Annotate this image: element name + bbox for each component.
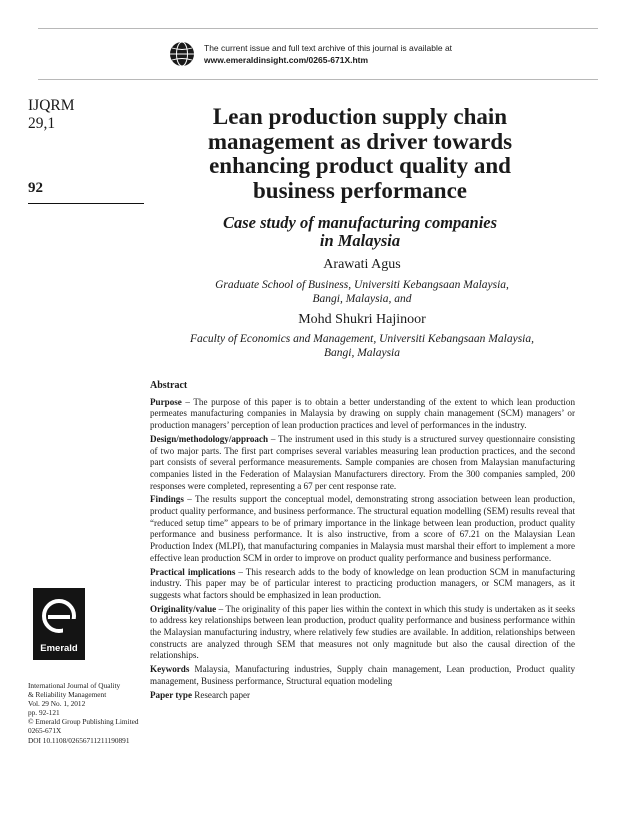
section-label: Purpose — [150, 396, 182, 407]
section-label: Originality/value — [150, 603, 217, 614]
affiliation-line: Bangi, Malaysia, and — [312, 293, 412, 305]
abstract-findings — [150, 494, 575, 564]
author-name: Arawati Agus — [323, 257, 401, 272]
author-affiliation — [148, 278, 576, 306]
metadata-line: © Emerald Group Publishing Limited — [28, 717, 139, 727]
abstract-heading: Abstract — [150, 380, 188, 391]
section-text: Malaysia, Manufacturing industries, Supply chain management, Lean production, Product quality management, Business performance, Structural equation modeling — [150, 664, 575, 686]
section-text: – The results support the conceptual model, demonstrating strong association between lean production, product quality performance, and business performance. The structural equation modelling (SEM) results reveal that “reduced setup time” appears to be of primary importance in the linkage between lean production, product quality performance and business performance. It is also instructive, from a score of 67.21 on the Malaysian Lean Production Index (MLPI), that manufacturing companies in Malaysia must marshal their effort to implement a more effective lean production SCM in order to improve on product quality performance and business performance. — [150, 494, 575, 563]
title-line: Lean production supply chain — [212, 104, 508, 129]
emerald-logo — [33, 588, 85, 660]
journal-abbr-text: IJQRM — [28, 97, 75, 114]
abstract-originality — [150, 604, 575, 663]
section-text: – The originality of this paper lies within the context in which this study is undertaken as it seeks to address key relationships between lean production, product quality performance and business performance within the Malaysian manufacturing industry, where relatively few studies are available. In addition, relationships between constructs are analyzed through SEM that measures not only magnitude but also the causal direction of the relationships. — [150, 603, 575, 661]
section-text: Research paper — [192, 689, 251, 700]
affiliation-line: Faculty of Economics and Management, Universiti Kebangsaan Malaysia, — [190, 333, 534, 345]
title-line: enhancing product quality and — [209, 153, 511, 178]
section-text: – This research adds to the body of knowledge on lean production SCM in manufacturing industry. This paper may be of particular interest to practicing production managers, or SCM managers, as it suggests what factors should be emphasized in lean production. — [150, 566, 575, 600]
abstract-paper-type — [150, 690, 575, 702]
globe-icon — [169, 41, 195, 67]
abstract — [150, 380, 575, 703]
section-label: Practical implications — [150, 566, 236, 577]
section-label: Design/methodology/approach — [150, 433, 269, 444]
journal-banner — [38, 28, 598, 80]
abstract-implications — [150, 567, 575, 602]
subtitle-line: Case study of manufacturing companies — [222, 213, 498, 232]
banner-availability-text: The current issue and full text archive of this journal is available at — [204, 43, 453, 53]
page-number: 92 — [28, 180, 144, 204]
title-line: management as driver towards — [207, 128, 513, 154]
affiliation-line: Bangi, Malaysia — [323, 347, 401, 359]
metadata-line: Vol. 29 No. 1, 2012 — [28, 699, 86, 709]
abstract-keywords — [150, 664, 575, 687]
subtitle-line: in Malaysia — [319, 231, 401, 250]
metadata-line: pp. 92-121 — [28, 708, 60, 718]
affiliation-line: Graduate School of Business, Universiti Kebangsaan Malaysia, — [215, 279, 509, 291]
section-label: Findings — [150, 494, 184, 505]
section-label: Keywords — [150, 664, 190, 675]
emerald-logo-text: Emerald — [40, 643, 78, 654]
abstract-purpose — [150, 397, 575, 432]
section-text: – The purpose of this paper is to obtain a better understanding of the extent to which lean production permeates manufacturing companies in Malaysia by drawing on supply chain management (SCM) managers’ or production managers’ perception of lean production practices and level of performances in the industry. — [150, 396, 575, 431]
title-line: business performance — [252, 177, 468, 203]
publication-metadata — [28, 681, 148, 745]
banner-url-link[interactable]: www.emeraldinsight.com/0265-671X.htm — [204, 55, 369, 65]
metadata-line: 0265-671X — [28, 726, 62, 736]
metadata-line: International Journal of Quality — [28, 681, 121, 690]
journal-volume: 29,1 — [28, 115, 56, 132]
metadata-line: & Reliability Management — [28, 690, 107, 700]
abstract-design — [150, 434, 575, 493]
section-label: Paper type — [150, 689, 193, 700]
article-subtitle — [160, 214, 560, 250]
author-affiliation — [148, 332, 576, 360]
author-name: Mohd Shukri Hajinoor — [298, 312, 426, 327]
journal-abbreviation — [28, 97, 75, 133]
section-text: – The instrument used in this study is a structured survey questionnaire consisting of two major parts. The first part comprises several variables measuring lean production practices, and the second part consists of several performance measurements. Sample companies are chosen from Malaysian manufacturing companies listed in the Federation of Malaysian Manufacturers directory. From the 300 companies sampled, 200 responses were completed, representing a 67 per cent response rate. — [150, 433, 575, 491]
article-title — [160, 105, 560, 203]
metadata-line: DOI 10.1108/02656711211190891 — [28, 735, 130, 745]
